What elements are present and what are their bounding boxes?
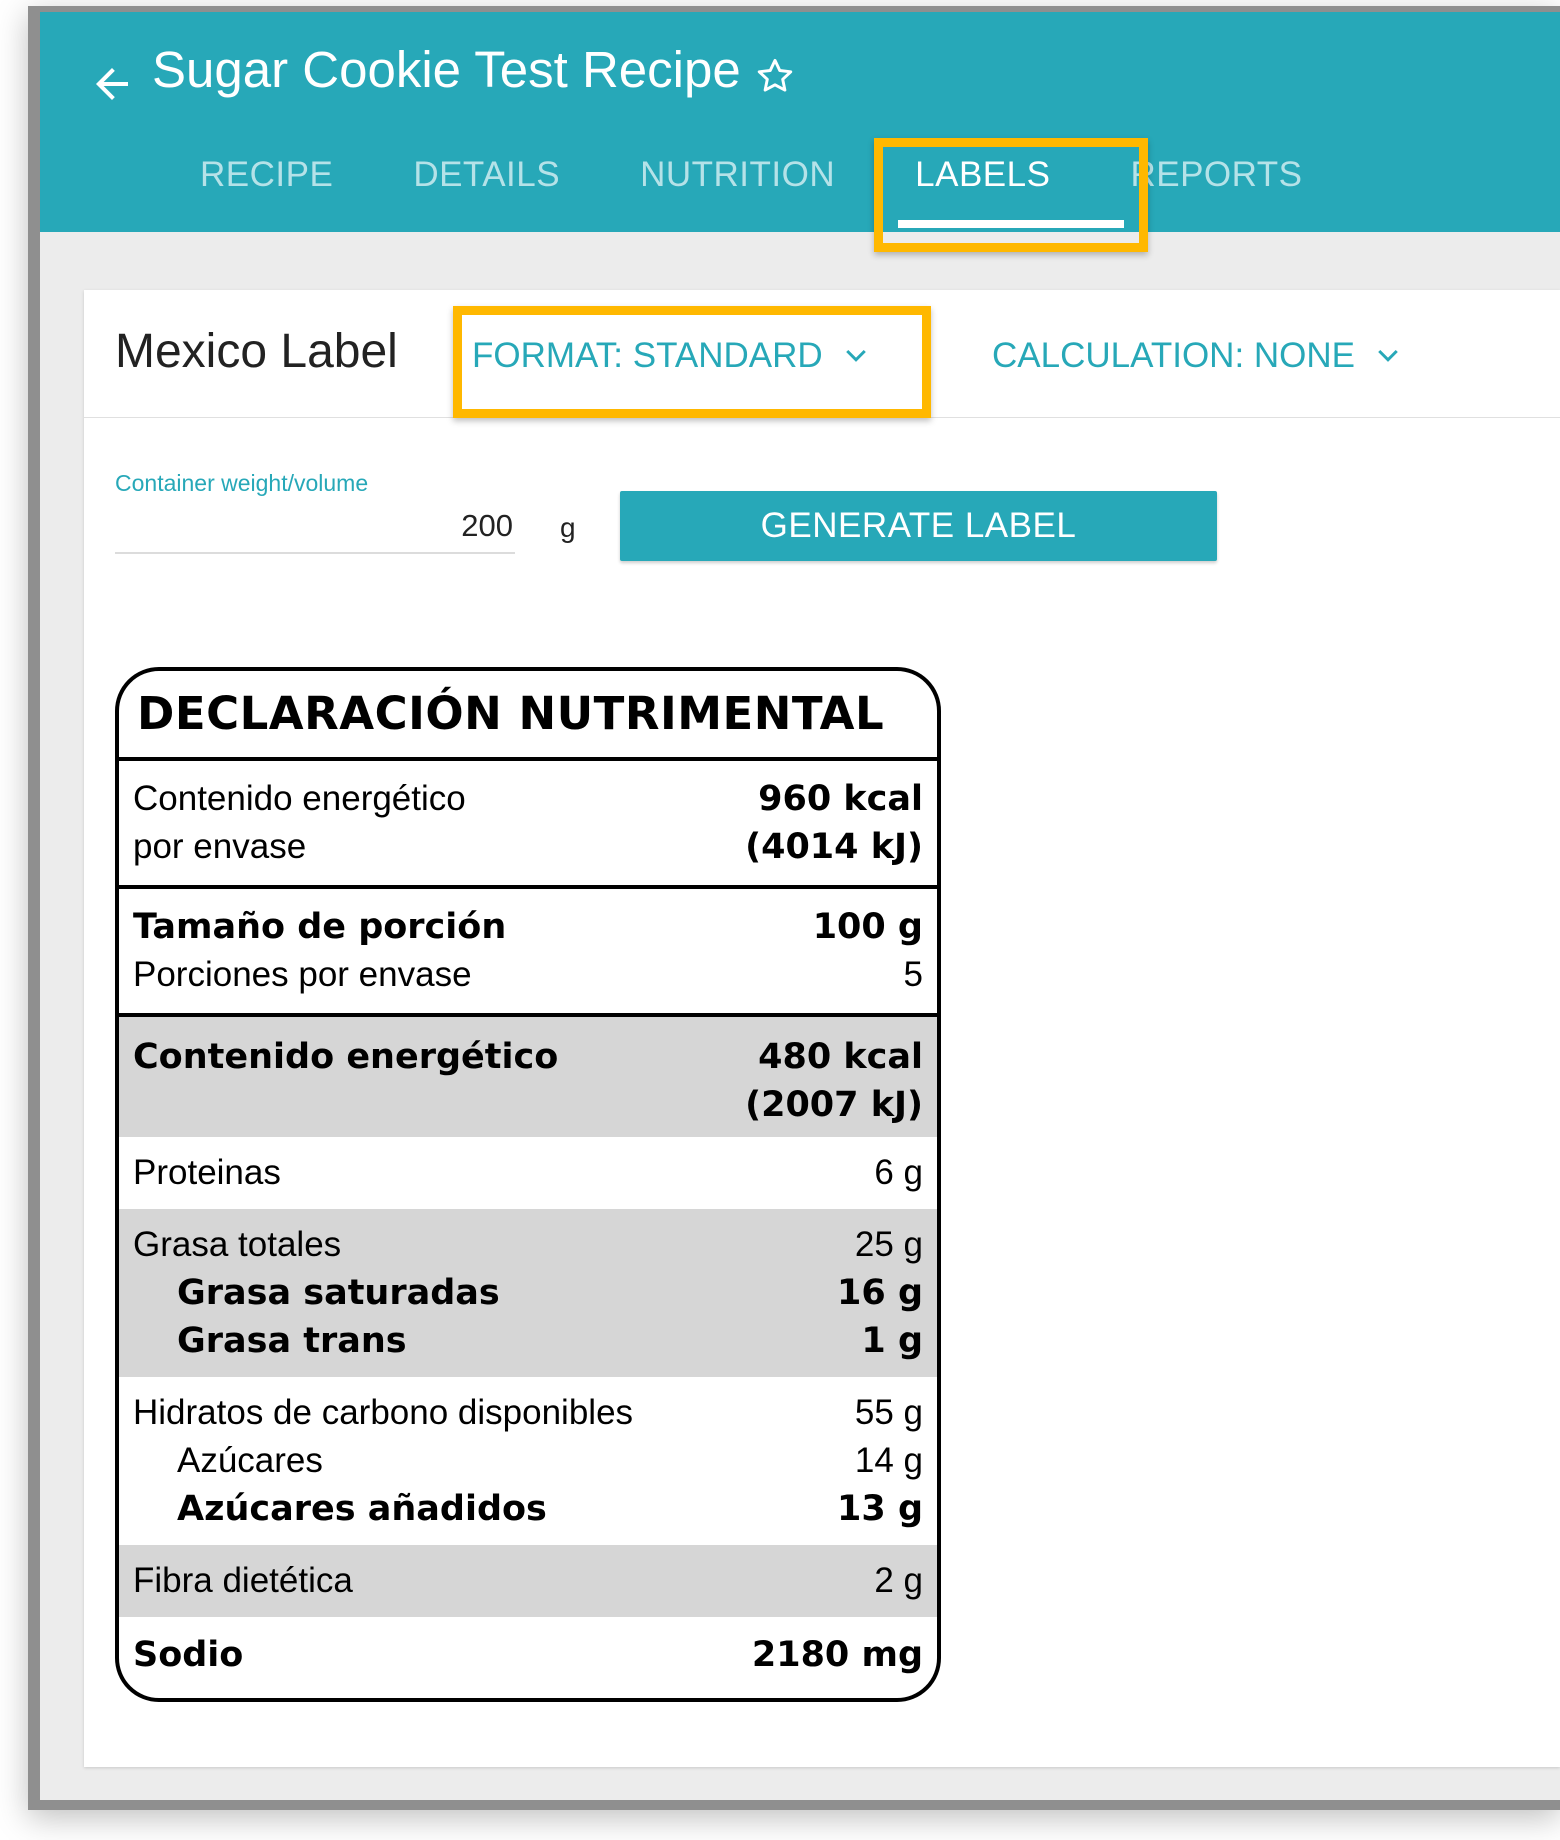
saturated-fat-label: Grasa saturadas xyxy=(177,1273,500,1313)
trans-fat-value: 1 g xyxy=(861,1321,923,1361)
added-sugars-value: 13 g xyxy=(837,1489,923,1529)
format-dropdown-highlight xyxy=(453,306,931,418)
sodium-section xyxy=(119,1617,937,1697)
nutrition-label-title: DECLARACIÓN NUTRIMENTAL xyxy=(119,671,937,761)
energy-per-container-label-2: por envase xyxy=(133,827,307,866)
container-unit: g xyxy=(560,512,576,543)
calculation-dropdown-label: CALCULATION: NONE xyxy=(992,336,1356,375)
chevron-down-icon xyxy=(1373,341,1403,371)
energy-kj: (2007 kJ) xyxy=(745,1085,923,1125)
fiber-label: Fibra dietética xyxy=(133,1561,353,1600)
labels-tab-highlight xyxy=(874,138,1148,252)
total-fat-label: Grasa totales xyxy=(133,1225,342,1264)
carbs-section xyxy=(119,1377,937,1545)
fiber-section xyxy=(119,1545,937,1617)
protein-value: 6 g xyxy=(874,1153,923,1192)
sugars-label: Azúcares xyxy=(177,1441,323,1480)
sodium-value: 2180 mg xyxy=(751,1635,923,1675)
saturated-fat-value: 16 g xyxy=(837,1273,923,1313)
app-window xyxy=(40,12,1560,1800)
title-row xyxy=(152,40,797,99)
servings-per-container-value: 5 xyxy=(903,955,923,994)
energy-kcal: 480 kcal xyxy=(758,1037,923,1077)
serving-size-label: Tamaño de porción xyxy=(133,907,507,947)
energy-per-container-label: Contenido energético xyxy=(133,779,466,818)
fat-section xyxy=(119,1209,937,1377)
protein-section xyxy=(119,1137,937,1209)
container-weight-label: Container weight/volume xyxy=(115,470,369,496)
tab-labels[interactable]: LABELS xyxy=(915,155,1051,194)
recipe-title: Sugar Cookie Test Recipe xyxy=(152,41,741,98)
servings-per-container-label: Porciones por envase xyxy=(133,955,472,994)
fiber-value: 2 g xyxy=(874,1561,923,1600)
tab-details[interactable]: DETAILS xyxy=(413,155,561,194)
generate-label-button[interactable]: GENERATE LABEL xyxy=(620,491,1217,561)
energy-label: Contenido energético xyxy=(133,1037,559,1077)
format-dropdown-label: FORMAT: STANDARD xyxy=(472,336,823,375)
energy-section xyxy=(119,1017,937,1137)
protein-label: Proteinas xyxy=(133,1153,281,1192)
tab-reports[interactable]: REPORTS xyxy=(1130,155,1303,194)
tab-nutrition[interactable]: NUTRITION xyxy=(640,155,836,194)
nutrition-label xyxy=(115,667,941,1702)
app-bar xyxy=(40,12,1560,232)
trans-fat-label: Grasa trans xyxy=(177,1321,407,1361)
energy-per-container-kcal: 960 kcal xyxy=(758,779,923,819)
serving-size-value: 100 g xyxy=(812,907,923,947)
card-title: Mexico Label xyxy=(115,325,398,378)
star-favorite-icon[interactable] xyxy=(753,54,797,98)
added-sugars-label: Azúcares añadidos xyxy=(177,1489,547,1529)
serving-section xyxy=(119,889,937,1017)
carbs-label: Hidratos de carbono disponibles xyxy=(133,1393,634,1432)
calculation-dropdown[interactable] xyxy=(992,336,1403,376)
sodium-label: Sodio xyxy=(133,1635,244,1675)
total-fat-value: 25 g xyxy=(854,1225,923,1264)
energy-per-container-kj: (4014 kJ) xyxy=(745,827,923,867)
carbs-value: 55 g xyxy=(854,1393,923,1432)
tab-recipe[interactable]: RECIPE xyxy=(200,155,334,194)
container-weight-input[interactable]: 200 xyxy=(115,508,515,554)
tab-bar xyxy=(160,157,1343,232)
back-arrow-icon[interactable] xyxy=(88,60,136,108)
energy-per-container-section xyxy=(119,761,937,889)
sugars-value: 14 g xyxy=(854,1441,923,1480)
label-card xyxy=(84,290,1560,1767)
